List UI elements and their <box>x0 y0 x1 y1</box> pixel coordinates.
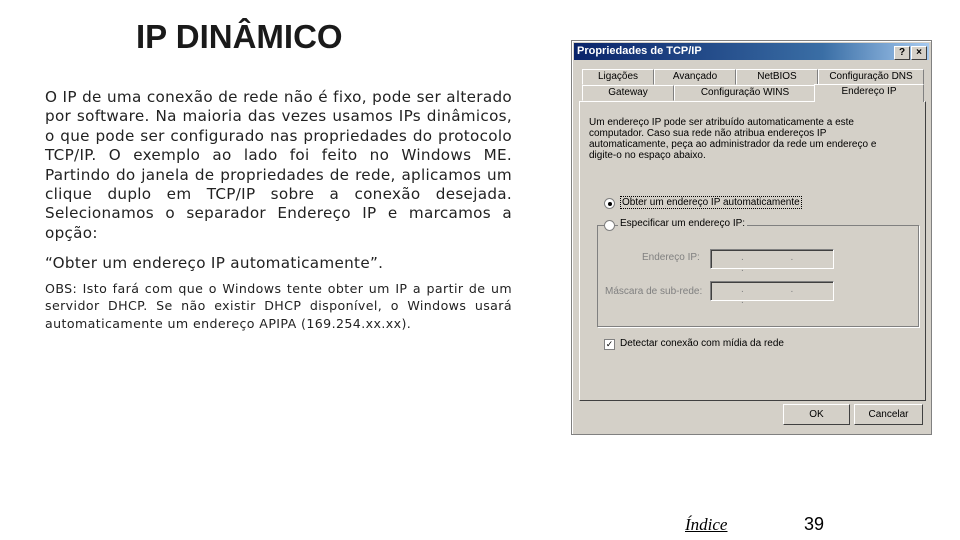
option-auto-label[interactable]: Obter um endereço IP automaticamente <box>622 197 800 208</box>
tab-avancado[interactable]: Avançado <box>654 69 736 85</box>
detect-media-label[interactable]: Detectar conexão com mídia da rede <box>620 338 784 349</box>
close-button[interactable]: × <box>911 46 927 60</box>
slide-title: IP DINÂMICO <box>136 18 343 55</box>
help-button[interactable]: ? <box>894 46 910 60</box>
page-number: 39 <box>804 514 825 534</box>
subnet-mask-dots: . . . <box>741 284 816 306</box>
ok-button[interactable]: OK <box>783 404 850 425</box>
tab-netbios[interactable]: NetBIOS <box>736 69 818 85</box>
tcpip-properties-dialog <box>571 40 932 435</box>
ip-address-field[interactable] <box>710 249 834 274</box>
dialog-title: Propriedades de TCP/IP <box>577 45 702 57</box>
index-link[interactable]: Índice <box>685 515 728 534</box>
slide-quote: “Obter um endereço IP automaticamente”. <box>45 254 384 272</box>
tab-gateway[interactable]: Gateway <box>582 85 674 101</box>
dialog-titlebar[interactable] <box>574 43 929 60</box>
detect-media-checkbox[interactable]: ✓ <box>605 339 614 349</box>
subnet-mask-field[interactable] <box>710 281 834 306</box>
manual-ip-group <box>597 225 919 327</box>
ip-address-label: Endereço IP: <box>642 252 700 263</box>
tab-endereco-ip[interactable]: Endereço IP <box>814 84 924 102</box>
dialog-description: Um endereço IP pode ser atribuído automaticamente a este computador. Caso sua rede não atribua endereços IP automaticamente, peça ao administrador da rede um endereço e digite-o no espaço abaixo. <box>589 117 877 161</box>
slide-obs-note: OBS: Isto fará com que o Windows tente obter um IP a partir de um servidor DHCP. Se não existir DHCP disponível, o Windows usará automaticamente um endereço APIPA (169.254.xx.xx). <box>45 281 512 331</box>
tab-strip <box>580 69 924 103</box>
radio-auto-ip[interactable] <box>604 198 615 209</box>
slide-paragraph: O IP de uma conexão de rede não é fixo, pode ser alterado por software. Na maioria das vezes usamos IPs dinâmicos, o que pode ser configurado nas propriedades do protocolo TCP/IP. O exemplo ao lado foi feito no Windows ME. Partindo do janela de propriedades de rede, aplicamos um clique duplo em TCP/IP sobre a conexão desejada. Selecionamos o separador Endereço IP e marcamos a opção: <box>45 88 512 242</box>
cancel-button[interactable]: Cancelar <box>854 404 923 425</box>
subnet-mask-label: Máscara de sub-rede: <box>605 286 703 297</box>
ip-address-dots: . . . <box>741 252 816 274</box>
option-manual-label[interactable]: Especificar um endereço IP: <box>620 218 746 229</box>
tab-configuracao-dns[interactable]: Configuração DNS <box>818 69 924 85</box>
radio-manual-ip[interactable] <box>604 220 615 231</box>
tab-configuracao-wins[interactable]: Configuração WINS <box>674 85 816 101</box>
tab-ligacoes[interactable]: Ligações <box>582 69 654 85</box>
